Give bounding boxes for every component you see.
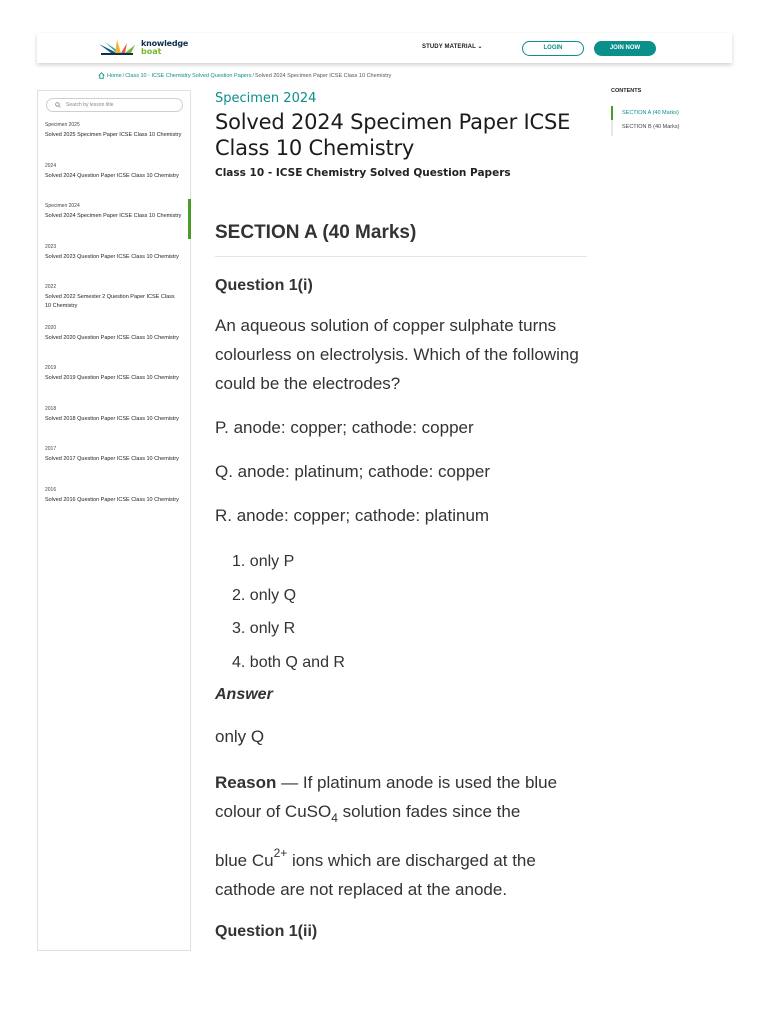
question-title: Question 1(ii) (215, 923, 318, 940)
question-text: An aqueous solution of copper sulphate turns colourless on electrolysis. Which of the following could be the electrodes? (215, 316, 579, 393)
contents-title: CONTENTS (611, 88, 642, 94)
breadcrumb-home[interactable]: Home (107, 72, 122, 79)
reason-label: Reason (215, 773, 277, 792)
sidebar-item-year: 2016 (45, 486, 57, 493)
sidebar-item-2017[interactable] (38, 446, 190, 487)
reason-text (215, 768, 590, 904)
study-material-menu[interactable] (422, 43, 483, 50)
sidebar-item-title: Solved 2017 Question Paper ICSE Class 10 Chemistry (45, 456, 179, 462)
reason-part1: — If platinum anode is used the blue colour of CuSO (215, 773, 558, 821)
breadcrumb (98, 72, 391, 79)
answer-text: only Q (215, 727, 265, 746)
reason-subscript: 4 (331, 811, 338, 825)
choice-list (215, 545, 590, 679)
lesson-sidebar (37, 90, 191, 951)
study-material-label: STUDY MATERIAL (422, 44, 476, 50)
sidebar-item-specimen-2024[interactable] (38, 203, 190, 244)
sidebar-item-year: 2019 (45, 365, 57, 371)
reason-part4: ions which are discharged at the cathode are not replaced at the anode. (215, 851, 536, 899)
search-placeholder: Search by lesson title (66, 102, 114, 108)
sidebar-item-specimen-2025[interactable] (38, 122, 190, 163)
option-q: Q. anode: platinum; cathode: copper (215, 462, 491, 481)
breadcrumb-current: Solved 2024 Specimen Paper ICSE Class 10 Chemistry (254, 72, 392, 79)
logo-boat-icon (97, 40, 137, 56)
table-of-contents (611, 88, 731, 136)
sidebar-item-2022[interactable] (38, 284, 190, 325)
sidebar-item-2016[interactable] (38, 487, 190, 528)
sidebar-item-title: Solved 2025 Specimen Paper ICSE Class 10 Chemistry (45, 132, 182, 138)
choice-item: 3. only R (232, 620, 296, 637)
sidebar-item-year: 2023 (45, 243, 57, 250)
sidebar-item-2023[interactable] (38, 244, 190, 285)
sidebar-item-title: Solved 2018 Question Paper ICSE Class 10 Chemistry (45, 415, 179, 422)
reason-line3 (215, 839, 590, 904)
sidebar-item-title: Solved 2024 Question Paper ICSE Class 10 Chemistry (45, 172, 179, 179)
choice-item: 2. only Q (232, 586, 297, 604)
sidebar-item-title: Solved 2016 Question Paper ICSE Class 10 Chemistry (45, 496, 179, 503)
question-title: Question 1(i) (215, 277, 313, 294)
choice-item: 4. both Q and R (232, 653, 345, 671)
reason-part2: solution fades since the (337, 802, 521, 821)
page-subtitle[interactable]: Class 10 - ICSE Chemistry Solved Question Papers (215, 167, 511, 179)
knowledgeboat-logo[interactable] (97, 37, 188, 59)
sidebar-item-year: 2020 (45, 324, 57, 331)
answer-label: Answer (215, 686, 273, 703)
divider (215, 256, 587, 257)
reason-part3: blue Cu (215, 851, 274, 870)
lesson-search-input[interactable] (46, 98, 183, 112)
option-r: R. anode: copper; cathode: platinum (215, 506, 490, 525)
main-content (215, 90, 590, 941)
sidebar-item-2019[interactable] (38, 365, 190, 406)
toc-item-section-b[interactable]: SECTION B (40 Marks) (622, 124, 680, 130)
join-now-button[interactable]: JOIN NOW (594, 41, 656, 56)
login-button[interactable]: LOGIN (522, 41, 584, 56)
option-p: P. anode: copper; cathode: copper (215, 418, 474, 437)
sidebar-item-title: Solved 2024 Specimen Paper ICSE Class 10 Chemistry (45, 213, 182, 219)
sidebar-item-2024[interactable] (38, 163, 190, 204)
sidebar-item-year: 2018 (45, 405, 57, 412)
top-navbar (37, 33, 732, 63)
reason-superscript: 2+ (273, 846, 288, 860)
sidebar-item-title: Solved 2023 Question Paper ICSE Class 10 Chemistry (45, 253, 179, 260)
lesson-list (38, 122, 190, 527)
choice-item: 1. only P (232, 553, 295, 570)
chevron-down-icon: ⌄ (475, 44, 483, 50)
section-heading: SECTION A (40 Marks) (215, 222, 417, 243)
sidebar-item-year: 2024 (45, 162, 57, 169)
sidebar-item-title: Solved 2019 Question Paper ICSE Class 10 Chemistry (45, 375, 179, 381)
breadcrumb-separator: / (252, 72, 254, 79)
sidebar-item-2020[interactable] (38, 325, 190, 366)
sidebar-item-year: Specimen 2024 (45, 203, 80, 209)
sidebar-item-year: Specimen 2025 (45, 122, 80, 128)
search-icon (55, 102, 61, 108)
breadcrumb-class10[interactable]: Class 10 - ICSE Chemistry Solved Question Papers (125, 72, 252, 79)
logo-line2: boat (141, 47, 162, 56)
sidebar-item-title: Solved 2020 Question Paper ICSE Class 10 Chemistry (45, 334, 179, 341)
home-icon[interactable] (98, 72, 105, 79)
sidebar-item-year: 2022 (45, 284, 57, 290)
breadcrumb-separator: / (122, 72, 125, 79)
sidebar-item-year: 2017 (45, 446, 57, 452)
toc-list (611, 108, 731, 136)
sidebar-item-title: Solved 2022 Semester 2 Question Paper ICSE Class 10 Chemistry (45, 294, 175, 309)
logo-line1: knowledge (141, 39, 189, 48)
page-title: Solved 2024 Specimen Paper ICSE Class 10 Chemistry (215, 110, 571, 160)
toc-item-section-a[interactable]: SECTION A (40 Marks) (613, 108, 731, 122)
sidebar-item-2018[interactable] (38, 406, 190, 447)
logo-text (141, 40, 188, 56)
page-kicker: Specimen 2024 (215, 91, 317, 106)
